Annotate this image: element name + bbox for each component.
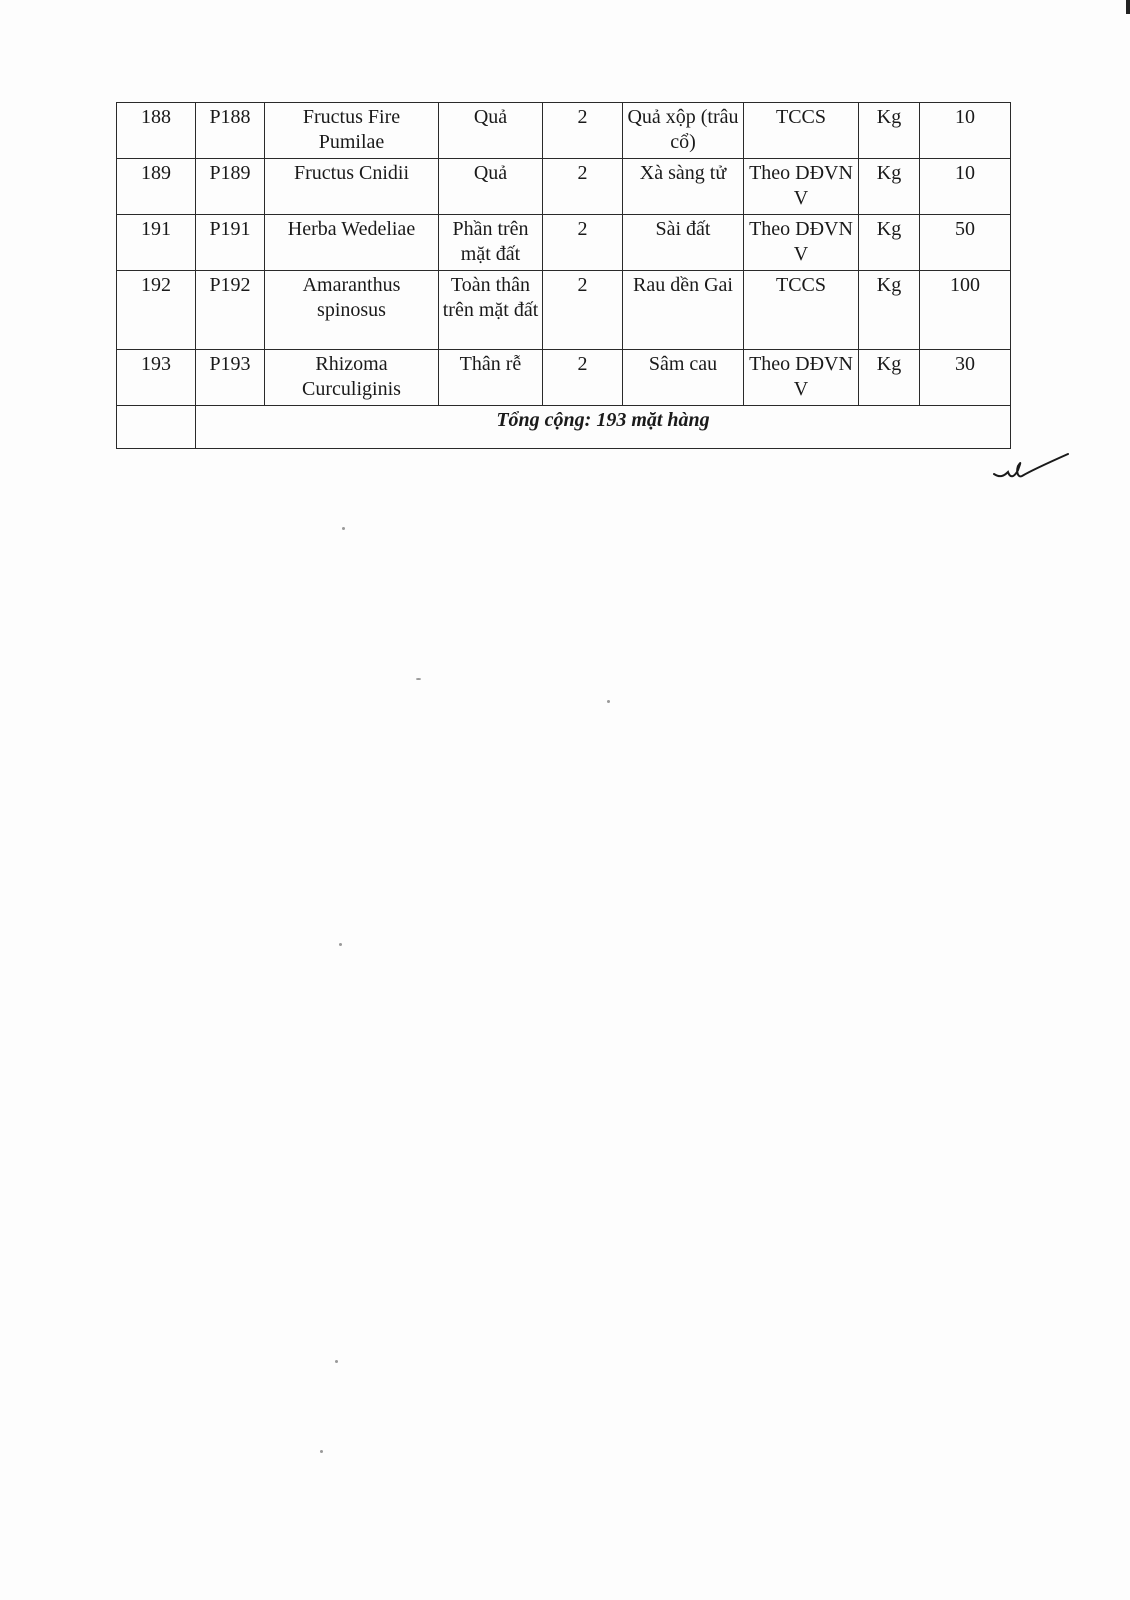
scan-speck <box>416 678 421 680</box>
cell-latin-name: Fructus Fire Pumilae <box>265 103 439 159</box>
cell-qty: 30 <box>920 350 1011 406</box>
cell-no: 188 <box>117 103 196 159</box>
cell-unit: Kg <box>859 215 920 271</box>
cell-group: 2 <box>543 159 623 215</box>
cell-part: Thân rễ <box>439 350 543 406</box>
table-row <box>117 159 1011 215</box>
cell-qty: 10 <box>920 103 1011 159</box>
cell-latin-name: Rhizoma Curculiginis <box>265 350 439 406</box>
cell-part: Quả <box>439 103 543 159</box>
cell-part: Toàn thân trên mặt đất <box>439 271 543 350</box>
total-empty-cell <box>117 406 196 449</box>
cell-unit: Kg <box>859 271 920 350</box>
cell-group: 2 <box>543 215 623 271</box>
cell-latin-name: Fructus Cnidii <box>265 159 439 215</box>
cell-no: 191 <box>117 215 196 271</box>
cell-vn-name: Quả xộp (trâu cổ) <box>623 103 744 159</box>
cell-qty: 10 <box>920 159 1011 215</box>
cell-standard: TCCS <box>744 103 859 159</box>
cell-part: Phần trên mặt đất <box>439 215 543 271</box>
cell-no: 193 <box>117 350 196 406</box>
cell-standard: TCCS <box>744 271 859 350</box>
cell-code: P191 <box>196 215 265 271</box>
cell-code: P188 <box>196 103 265 159</box>
scan-speck <box>339 943 342 946</box>
items-table-container <box>116 102 1010 449</box>
cell-code: P189 <box>196 159 265 215</box>
signature-mark <box>992 452 1072 488</box>
table-row <box>117 215 1011 271</box>
cell-standard: Theo DĐVN V <box>744 350 859 406</box>
cell-code: P193 <box>196 350 265 406</box>
cell-unit: Kg <box>859 159 920 215</box>
cell-qty: 100 <box>920 271 1011 350</box>
cell-vn-name: Rau dền Gai <box>623 271 744 350</box>
cell-standard: Theo DĐVN V <box>744 215 859 271</box>
cell-latin-name: Amaranthus spinosus <box>265 271 439 350</box>
cell-no: 189 <box>117 159 196 215</box>
cell-qty: 50 <box>920 215 1011 271</box>
scan-speck <box>342 527 345 530</box>
cell-unit: Kg <box>859 350 920 406</box>
cell-no: 192 <box>117 271 196 350</box>
cell-vn-name: Sài đất <box>623 215 744 271</box>
cell-unit: Kg <box>859 103 920 159</box>
total-label: Tổng cộng: 193 mặt hàng <box>196 406 1011 449</box>
cell-part: Quả <box>439 159 543 215</box>
cell-standard: Theo DĐVN V <box>744 159 859 215</box>
cell-code: P192 <box>196 271 265 350</box>
table-row <box>117 103 1011 159</box>
scan-speck <box>320 1450 323 1453</box>
cell-latin-name: Herba Wedeliae <box>265 215 439 271</box>
total-row <box>117 406 1011 449</box>
cell-vn-name: Sâm cau <box>623 350 744 406</box>
cell-group: 2 <box>543 271 623 350</box>
cell-group: 2 <box>543 350 623 406</box>
cell-vn-name: Xà sàng tử <box>623 159 744 215</box>
scan-speck <box>335 1360 338 1363</box>
items-table <box>116 102 1011 449</box>
table-row <box>117 350 1011 406</box>
scan-edge-mark <box>1126 0 1130 14</box>
cell-group: 2 <box>543 103 623 159</box>
scan-speck <box>607 700 610 703</box>
table-row <box>117 271 1011 350</box>
